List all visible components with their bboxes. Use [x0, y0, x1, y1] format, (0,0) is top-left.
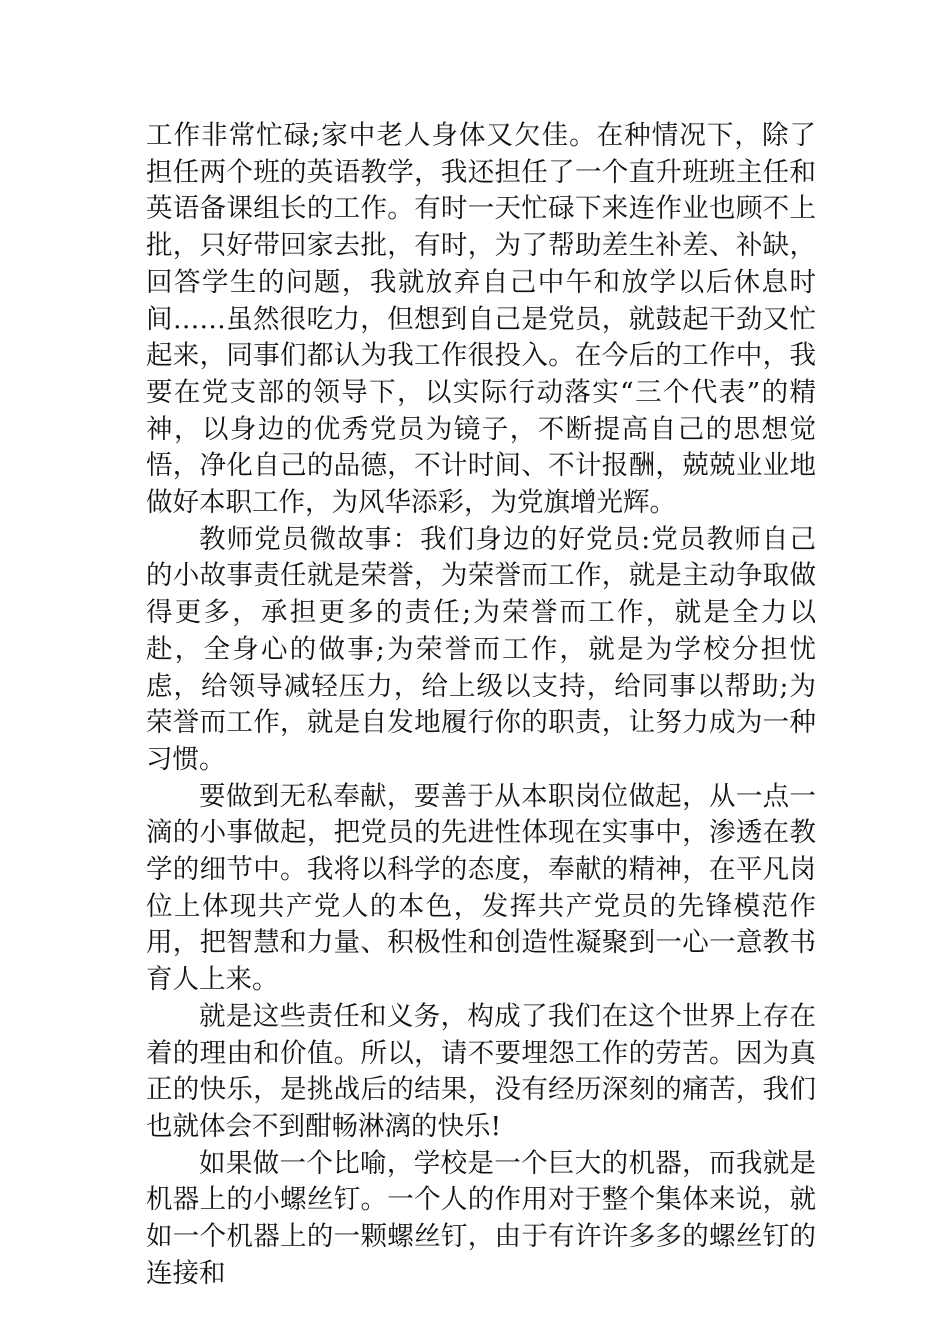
paragraph-continuation: 工作非常忙碌;家中老人身体又欠佳。在种情况下，除了担任两个班的英语教学，我还担任了一个直升班班主任和英语备课组长的工作。有时一天忙碌下来连作业也顾不上批，只好带回家去批，有时，为了帮助差生补差、补缺，回答学生的问题，我就放弃自己中午和放学以后休息时间……虽然很吃力，但想到自己是党员，就鼓起干劲又忙起来，同事们都认为我工作很投入。在今后的工作中，我要在党支部的领导下，以实际行动落实“三个代表”的精神，以身边的优秀党员为镜子，不断提高自己的思想觉悟，净化自己的品德，不计时间、不计报酬，兢兢业业地做好本职工作，为风华添彩，为党旗增光辉。 [146, 120, 816, 519]
paragraph-screw-metaphor: 如果做一个比喻，学校是一个巨大的机器，而我就是机器上的小螺丝钉。一个人的作用对于整个集体来说，就如一个机器上的一颗螺丝钉，由于有许许多多的螺丝钉的连接和 [146, 1147, 816, 1289]
document-body [146, 118, 816, 1293]
paragraph-responsibility: 就是这些责任和义务，构成了我们在这个世界上存在着的理由和价值。所以，请不要埋怨工作的劳苦。因为真正的快乐，是挑战后的结果，没有经历深刻的痛苦，我们也就体会不到酣畅淋漓的快乐! [146, 1000, 816, 1142]
paragraph-dedication: 要做到无私奉献，要善于从本职岗位做起，从一点一滴的小事做起，把党员的先进性体现在实事中，渗透在教学的细节中。我将以科学的态度，奉献的精神，在平凡岗位上体现共产党人的本色，发挥共产党员的先锋模范作用，把智慧和力量、积极性和创造性凝聚到一心一意教书育人上来。 [146, 780, 816, 996]
paragraph-teacher-story: 教师党员微故事：我们身边的好党员:党员教师自己的小故事责任就是荣誉，为荣誉而工作，就是主动争取做得更多，承担更多的责任;为荣誉而工作，就是全力以赴，全身心的做事;为荣誉而工作，就是为学校分担忧虑，给领导减轻压力，给上级以支持，给同事以帮助;为荣誉而工作，就是自发地履行你的职责，让努力成为一种习惯。 [146, 523, 816, 775]
